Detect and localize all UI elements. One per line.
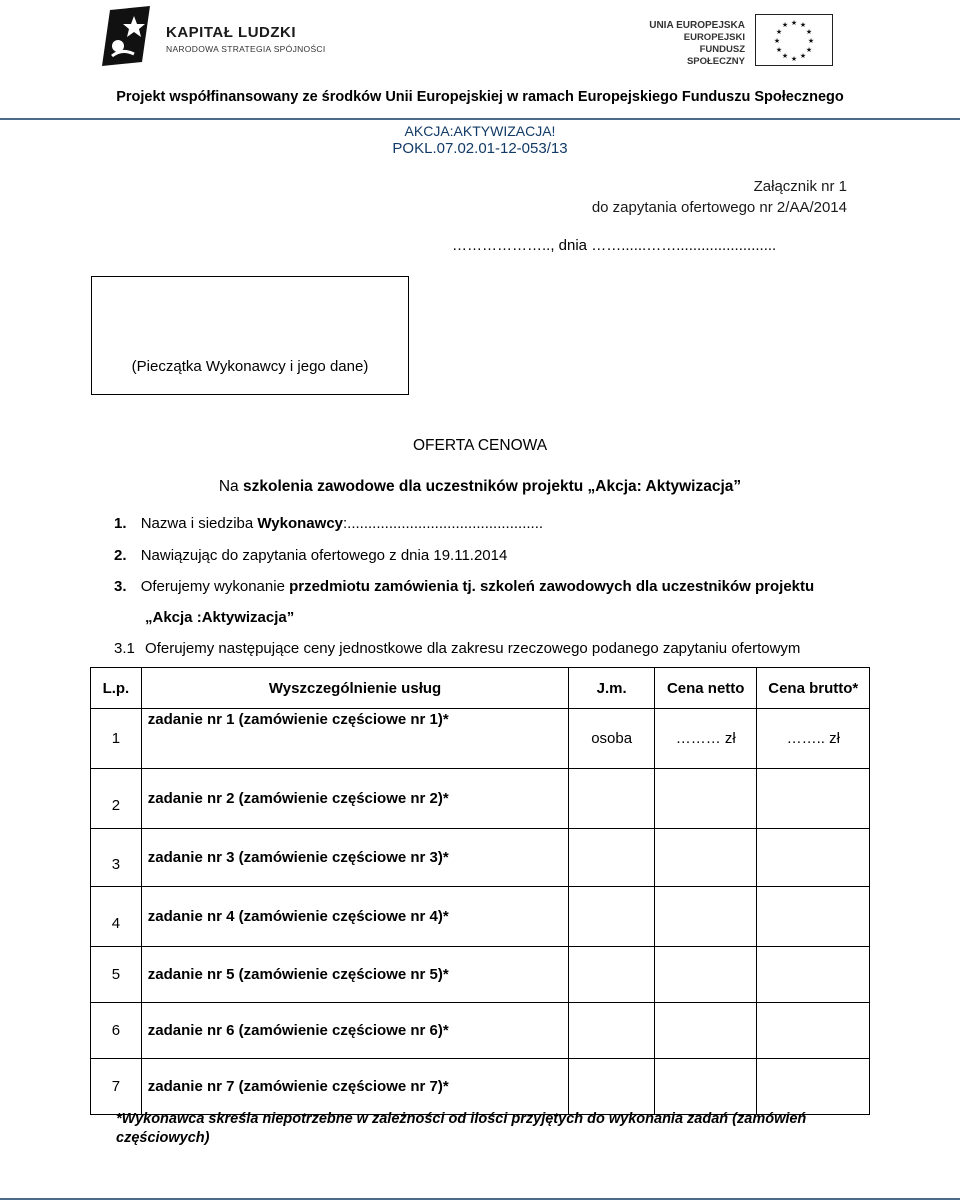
project-info — [0, 122, 960, 158]
row-gross-price[interactable] — [757, 769, 870, 829]
svg-text:★: ★ — [775, 46, 783, 54]
offer-subtitle-bold: szkolenia zawodowe dla uczestników projektu „Akcja: Aktywizacja” — [242, 478, 742, 495]
item-number: 1. — [114, 515, 127, 532]
svg-text:★: ★ — [773, 37, 781, 45]
attachment-info — [592, 176, 847, 218]
svg-text:★: ★ — [790, 19, 798, 27]
svg-text:★: ★ — [799, 21, 807, 29]
header-description: Wyszczególnienie usług — [141, 668, 569, 709]
row-description: zadanie nr 1 (zamówienie częściowe nr 1)* — [141, 709, 569, 769]
footer-divider — [0, 1198, 960, 1200]
row-lp: 4 — [91, 887, 142, 947]
item-number: 3.1 — [114, 640, 135, 657]
svg-text:★: ★ — [807, 37, 815, 45]
cofinancing-note: Projekt współfinansowany ze środków Unii Europejskiej w ramach Europejskiego Funduszu Społecznego — [116, 89, 844, 105]
row-unit: osoba — [569, 709, 655, 769]
row-description: zadanie nr 4 (zamówienie częściowe nr 4)* — [141, 887, 569, 947]
kapital-ludzki-logo — [100, 4, 330, 68]
table-row — [91, 887, 870, 947]
item-number: 2. — [114, 547, 127, 564]
svg-text:★: ★ — [805, 28, 813, 36]
eu-flag-icon — [755, 14, 833, 66]
row-description: zadanie nr 7 (zamówienie częściowe nr 7)* — [141, 1059, 569, 1115]
eu-logo-line3: FUNDUSZ SPOŁECZNY — [686, 44, 745, 67]
row-description: zadanie nr 2 (zamówienie częściowe nr 2)* — [141, 769, 569, 829]
table-row — [91, 1003, 870, 1059]
row-net-price[interactable] — [654, 1003, 757, 1059]
row-net-price[interactable]: ……… zł — [654, 709, 757, 769]
date-line: ……………….., dnia ……......……........................ — [452, 237, 777, 254]
row-lp: 6 — [91, 1003, 142, 1059]
svg-text:★: ★ — [781, 21, 789, 29]
list-item-continuation — [145, 609, 294, 626]
row-gross-price[interactable] — [757, 1003, 870, 1059]
row-lp: 3 — [91, 829, 142, 887]
item-bold: przedmiotu zamówienia tj. szkoleń zawodowych dla uczestników projektu — [289, 578, 815, 595]
attachment-reference: do zapytania ofertowego nr 2/AA/2014 — [591, 199, 847, 216]
kapital-ludzki-logo-icon — [100, 4, 160, 68]
row-description: zadanie nr 3 (zamówienie częściowe nr 3)* — [141, 829, 569, 887]
row-unit — [569, 1003, 655, 1059]
row-lp: 5 — [91, 947, 142, 1003]
kapital-ludzki-title: KAPITAŁ LUDZKI — [166, 24, 297, 41]
header-unit: J.m. — [569, 668, 655, 709]
offer-title: OFERTA CENOWA — [412, 437, 548, 454]
table-row — [91, 769, 870, 829]
item-number: 3. — [114, 578, 127, 595]
row-net-price[interactable] — [654, 829, 757, 887]
offer-subtitle-prefix: Na — [218, 478, 243, 495]
row-net-price[interactable] — [654, 1059, 757, 1115]
svg-text:★: ★ — [790, 55, 798, 63]
row-gross-price[interactable]: …….. zł — [757, 709, 870, 769]
row-gross-price[interactable] — [757, 887, 870, 947]
header-gross-price: Cena brutto* — [757, 668, 870, 709]
row-lp: 7 — [91, 1059, 142, 1115]
row-net-price[interactable] — [654, 947, 757, 1003]
header-lp: L.p. — [91, 668, 142, 709]
row-unit — [569, 887, 655, 947]
item-rest: :............................................... — [343, 515, 544, 532]
svg-text:★: ★ — [805, 46, 813, 54]
row-net-price[interactable] — [654, 887, 757, 947]
attachment-number: Załącznik nr 1 — [753, 178, 847, 195]
list-item — [114, 547, 507, 564]
table-row — [91, 829, 870, 887]
item-text: Oferujemy wykonanie — [140, 578, 290, 595]
stamp-label: (Pieczątka Wykonawcy i jego dane) — [131, 358, 369, 375]
row-gross-price[interactable] — [757, 829, 870, 887]
item-text: Nawiązując do zapytania ofertowego z dnia 19.11.2014 — [140, 547, 508, 564]
list-item — [114, 578, 814, 595]
item-bold: Wykonawcy — [257, 515, 343, 532]
row-description: zadanie nr 6 (zamówienie częściowe nr 6)* — [141, 1003, 569, 1059]
stamp-box — [91, 276, 409, 395]
item-text: Nazwa i siedziba — [140, 515, 258, 532]
eu-logo-line2: EUROPEJSKI — [683, 32, 745, 43]
list-item — [114, 640, 800, 657]
row-gross-price[interactable] — [757, 947, 870, 1003]
table-header-row — [91, 668, 870, 709]
header-net-price: Cena netto — [654, 668, 757, 709]
price-table — [90, 667, 870, 1115]
header-divider — [0, 118, 960, 120]
row-description: zadanie nr 5 (zamówienie częściowe nr 5)* — [141, 947, 569, 1003]
project-name: AKCJA:AKTYWIZACJA! — [404, 123, 556, 139]
row-lp: 1 — [91, 709, 142, 769]
list-item — [114, 515, 543, 532]
item-text: Oferujemy następujące ceny jednostkowe dla zakresu rzeczowego podanego zapytaniu ofertowym — [145, 640, 801, 657]
offer-subtitle — [0, 478, 960, 496]
footnote: *Wykonawca skreśla niepotrzebne w zależności od ilości przyjętych do wykonania zadań (zamówień częściowych) — [116, 1111, 807, 1146]
row-unit — [569, 947, 655, 1003]
table-row — [91, 709, 870, 769]
eu-logo-text — [640, 20, 745, 68]
svg-text:★: ★ — [775, 28, 783, 36]
row-unit — [569, 1059, 655, 1115]
svg-text:★: ★ — [781, 52, 789, 60]
kapital-ludzki-subtitle: NARODOWA STRATEGIA SPÓJNOŚCI — [166, 44, 326, 54]
project-code: POKL.07.02.01-12-053/13 — [392, 140, 568, 157]
table-row — [91, 947, 870, 1003]
row-net-price[interactable] — [654, 769, 757, 829]
row-lp: 2 — [91, 769, 142, 829]
eu-logo — [640, 14, 835, 66]
table-row — [91, 1059, 870, 1115]
row-unit — [569, 769, 655, 829]
svg-text:★: ★ — [799, 52, 807, 60]
eu-logo-line1: UNIA EUROPEJSKA — [649, 20, 745, 31]
row-gross-price[interactable] — [757, 1059, 870, 1115]
item-bold-line2: „Akcja :Aktywizacja” — [145, 609, 295, 626]
row-unit — [569, 829, 655, 887]
